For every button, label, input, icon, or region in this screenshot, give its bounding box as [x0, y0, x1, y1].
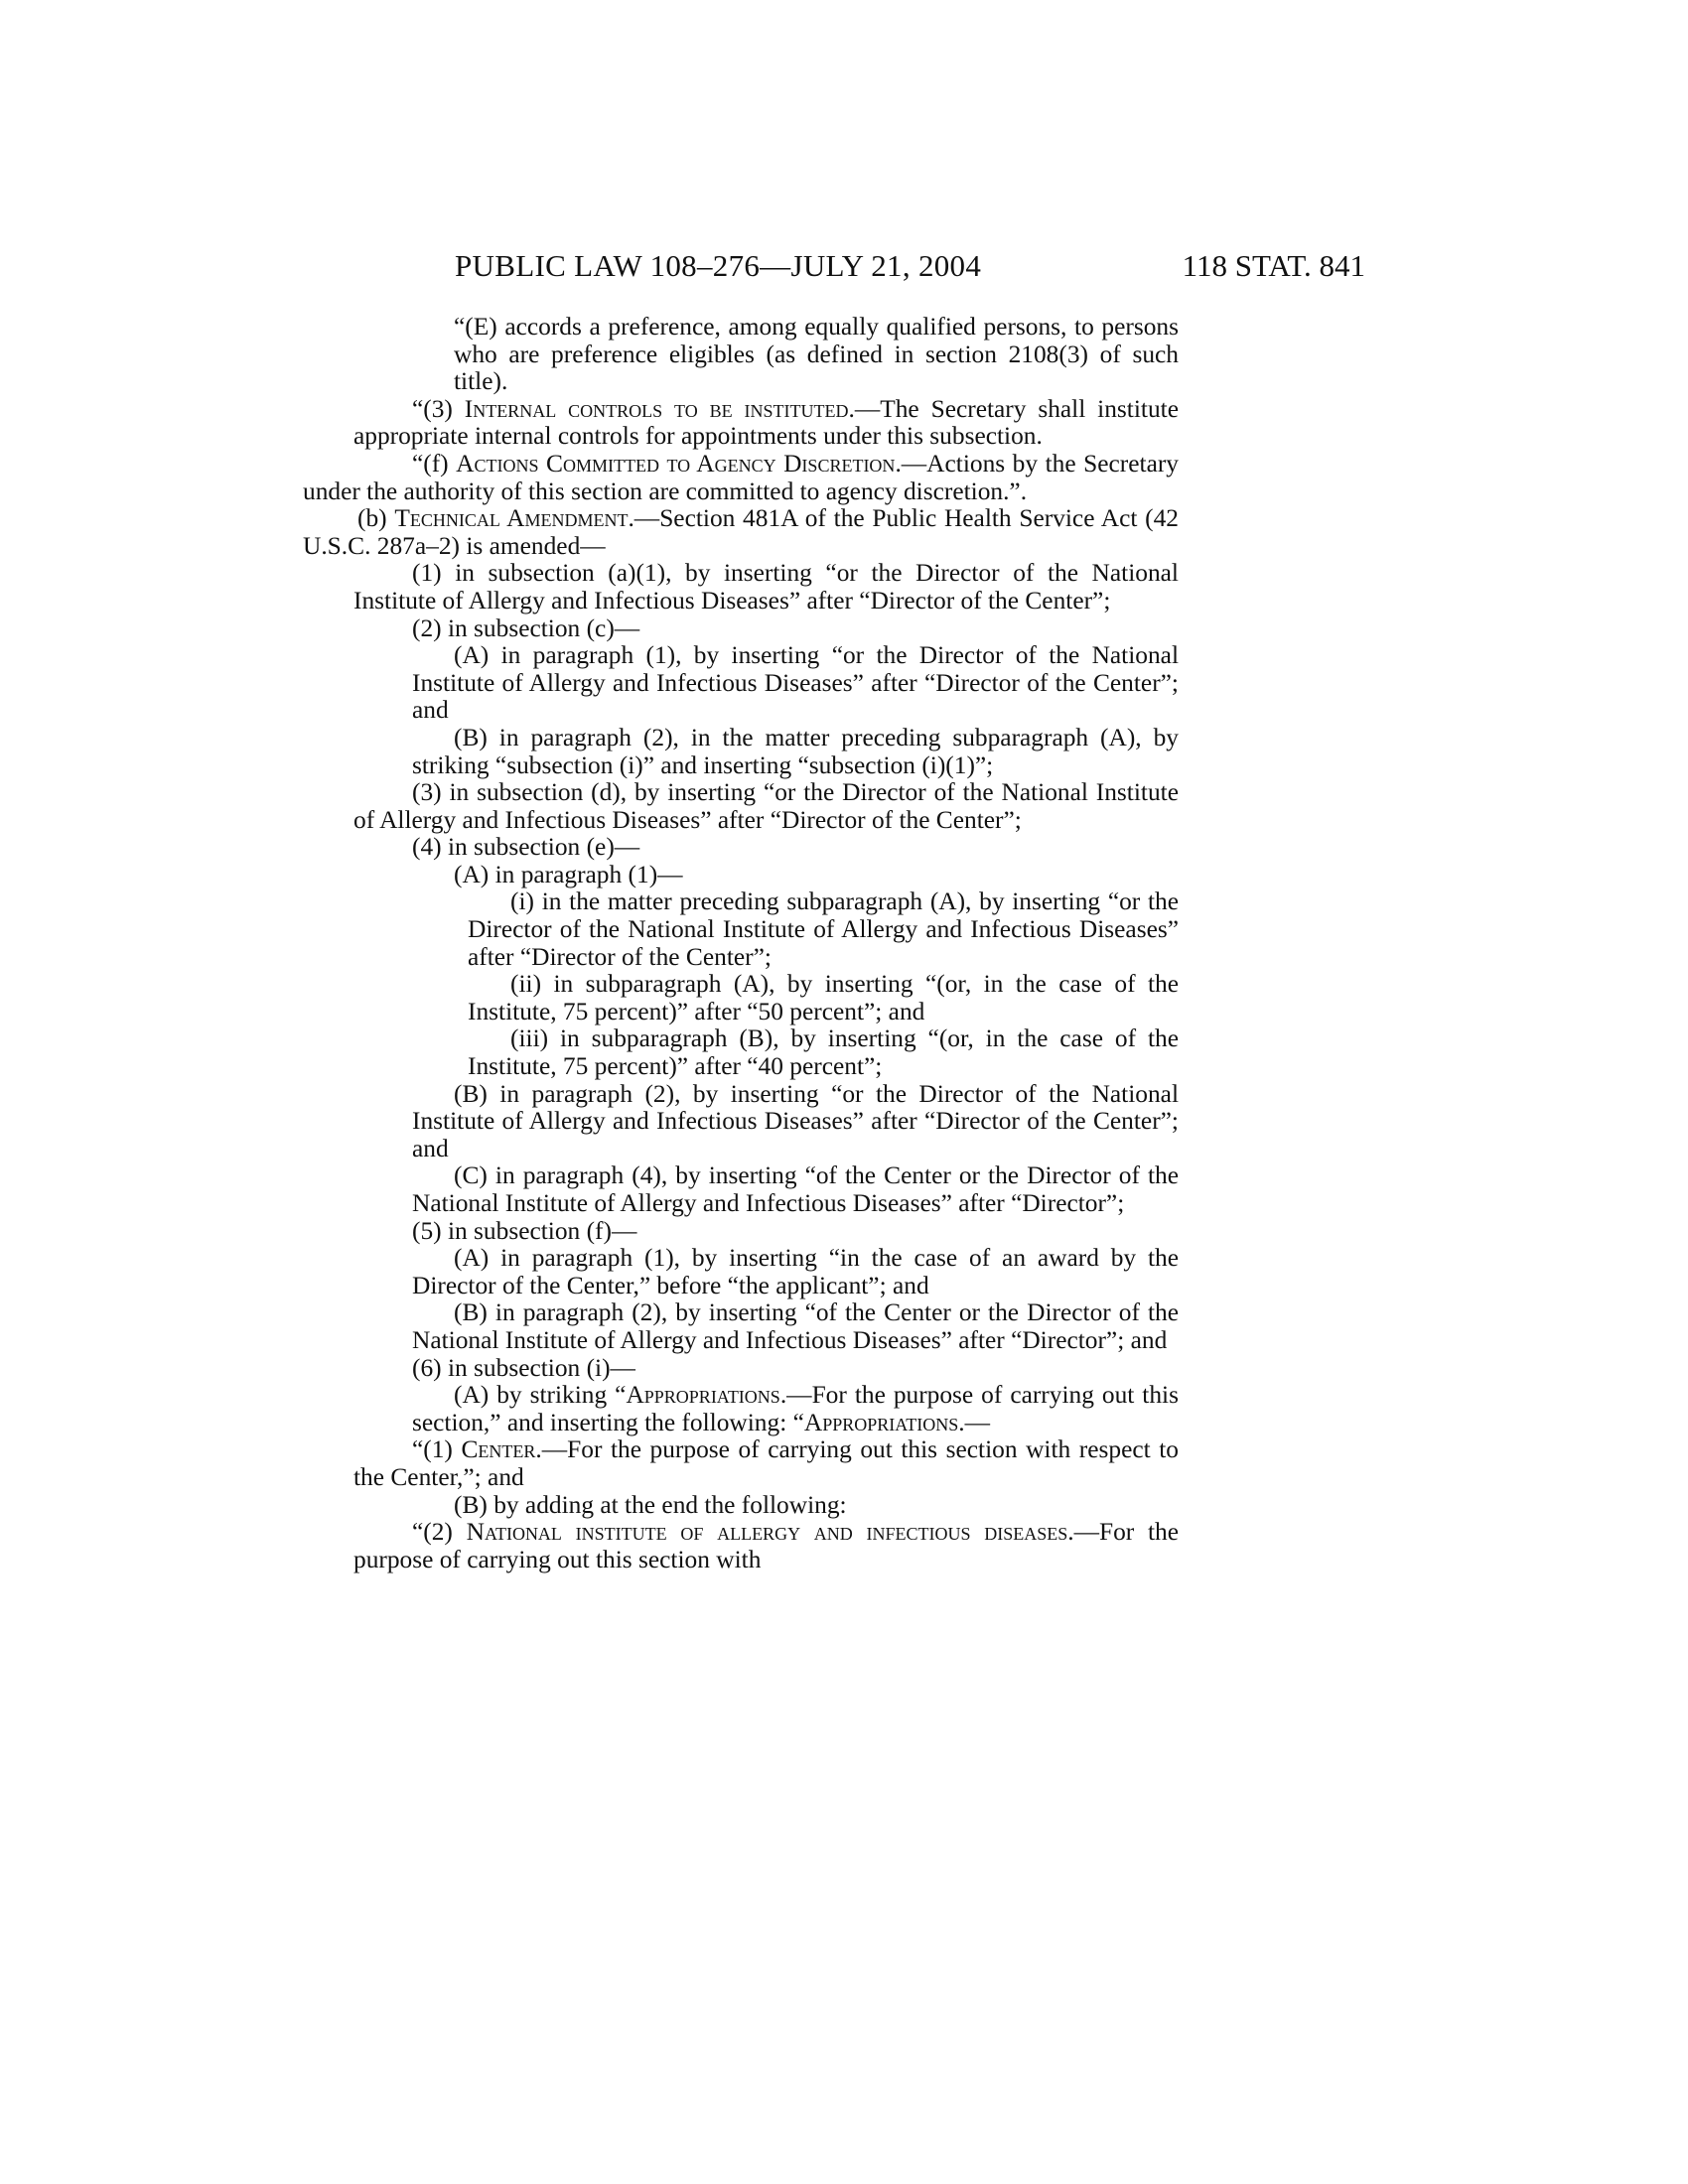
paragraph-text: (1) in subsection (a)(1), by inserting “or the Director of the National Institute of Allergy and Infectious Diseases” after “Director of the Center”; [353, 559, 1179, 614]
paragraph [303, 1436, 1179, 1491]
paragraph-text: (B) in paragraph (2), in the matter preceding subparagraph (A), by striking “subsection (i)” and inserting “subsection (i)(1)”; [412, 723, 1179, 779]
paragraph [303, 862, 1179, 889]
paragraph [303, 1382, 1179, 1436]
paragraph-text: .—Actions by the Secretary under the authority of this section are committed to agency discretion.”. [303, 449, 1179, 505]
paragraph [303, 725, 1179, 779]
document-body [303, 314, 1179, 1573]
paragraph-text: (b) [357, 504, 395, 533]
paragraph [303, 1519, 1179, 1573]
paragraph [303, 1025, 1179, 1080]
paragraph-text: .—For the purpose of carrying out this section with respect to the Center,”; and [353, 1435, 1180, 1491]
paragraph [303, 615, 1179, 643]
paragraph-text: .—The Secretary shall institute appropriate internal controls for appointments under this subsection. [353, 394, 1179, 451]
paragraph-text: (C) in paragraph (4), by inserting “of the Center or the Director of the National Institute of Allergy and Infectious Diseases” after “Director”; [412, 1161, 1179, 1217]
small-caps-heading: National institute of allergy and infectious diseases [466, 1518, 1068, 1547]
paragraph-text: “(1) [412, 1435, 462, 1464]
paragraph-text: (6) in subsection (i)— [412, 1353, 635, 1382]
paragraph [303, 834, 1179, 862]
paragraph [303, 642, 1179, 725]
paragraph-text: (4) in subsection (e)— [412, 833, 640, 862]
paragraph [303, 1245, 1179, 1299]
small-caps-heading: Appropriations [803, 1408, 959, 1436]
running-head-title: PUBLIC LAW 108–276—JULY 21, 2004 [455, 248, 982, 283]
paragraph [303, 1299, 1179, 1354]
small-caps-heading: Appropriations [626, 1381, 780, 1410]
small-caps-heading: Actions Committed to Agency Discretion [456, 449, 896, 478]
paragraph-text: (ii) in subparagraph (A), by inserting “(or, in the case of the Institute, 75 percent)” after “50 percent”; and [468, 970, 1179, 1025]
paragraph-text: (3) in subsection (d), by inserting “or the Director of the National Institute of Allergy and Infectious Diseases” after “Director of the Center”; [353, 778, 1179, 834]
paragraph-text: (5) in subsection (f)— [412, 1216, 637, 1245]
paragraph-text: (2) in subsection (c)— [412, 614, 640, 642]
paragraph-text: .—Section 481A of the Public Health Service Act (42 U.S.C. 287a–2) is amended— [303, 504, 1179, 560]
paragraph-text: “(3) [412, 394, 465, 423]
paragraph [303, 396, 1179, 451]
paragraph [303, 314, 1179, 396]
paragraph [303, 888, 1179, 971]
paragraph-text: “(f) [412, 449, 457, 478]
paragraph [303, 1355, 1179, 1383]
paragraph-text: “(E) accords a preference, among equally qualified persons, to persons who are preference eligibles (as defined in section 2108(3) of such title). [454, 313, 1179, 396]
paragraph-text: “(2) [412, 1518, 467, 1547]
paragraph-text: (B) in paragraph (2), by inserting “or the Director of the National Institute of Allergy and Infectious Diseases” after “Director of the Center”; and [412, 1079, 1179, 1162]
paragraph-text: (B) in paragraph (2), by inserting “of the Center or the Director of the National Institute of Allergy and Infectious Diseases” after “Director”; and [412, 1298, 1179, 1354]
paragraph [303, 1218, 1179, 1246]
statute-page-number: 118 STAT. 841 [1182, 248, 1365, 283]
paragraph-text: .—For the purpose of carrying out this section,” and inserting the following: “ [412, 1381, 1179, 1436]
paragraph [303, 971, 1179, 1025]
small-caps-heading: Internal controls to be instituted [464, 394, 849, 423]
paragraph [303, 779, 1179, 834]
paragraph-text: (A) by striking “ [454, 1381, 627, 1410]
paragraph [303, 1492, 1179, 1520]
paragraph [303, 451, 1179, 505]
small-caps-heading: Technical Amendment [394, 504, 629, 533]
paragraph-text: .—For the purpose of carrying out this section with [353, 1518, 1179, 1573]
paragraph-text: (B) by adding at the end the following: [454, 1490, 847, 1519]
paragraph-text: (A) in paragraph (1), by inserting “or the Director of the National Institute of Allergy and Infectious Diseases” after “Director of the Center”; and [412, 641, 1179, 725]
paragraph-text: (iii) in subparagraph (B), by inserting “(or, in the case of the Institute, 75 percent)” after “40 percent”; [468, 1024, 1179, 1081]
page-header [417, 248, 1365, 288]
paragraph [303, 1081, 1179, 1163]
paragraph-text: .— [958, 1408, 991, 1436]
paragraph-text: (A) in paragraph (1)— [454, 860, 683, 888]
small-caps-heading: Center [461, 1435, 536, 1464]
paragraph [303, 560, 1179, 614]
paragraph-text: (i) in the matter preceding subparagraph (A), by inserting “or the Director of the National Institute of Allergy and Infectious Diseases” after “Director of the Center”; [468, 887, 1179, 971]
paragraph [303, 505, 1179, 560]
paragraph [303, 1162, 1179, 1217]
paragraph-text: (A) in paragraph (1), by inserting “in the case of an award by the Director of the Center,” before “the applicant”; and [412, 1244, 1179, 1299]
